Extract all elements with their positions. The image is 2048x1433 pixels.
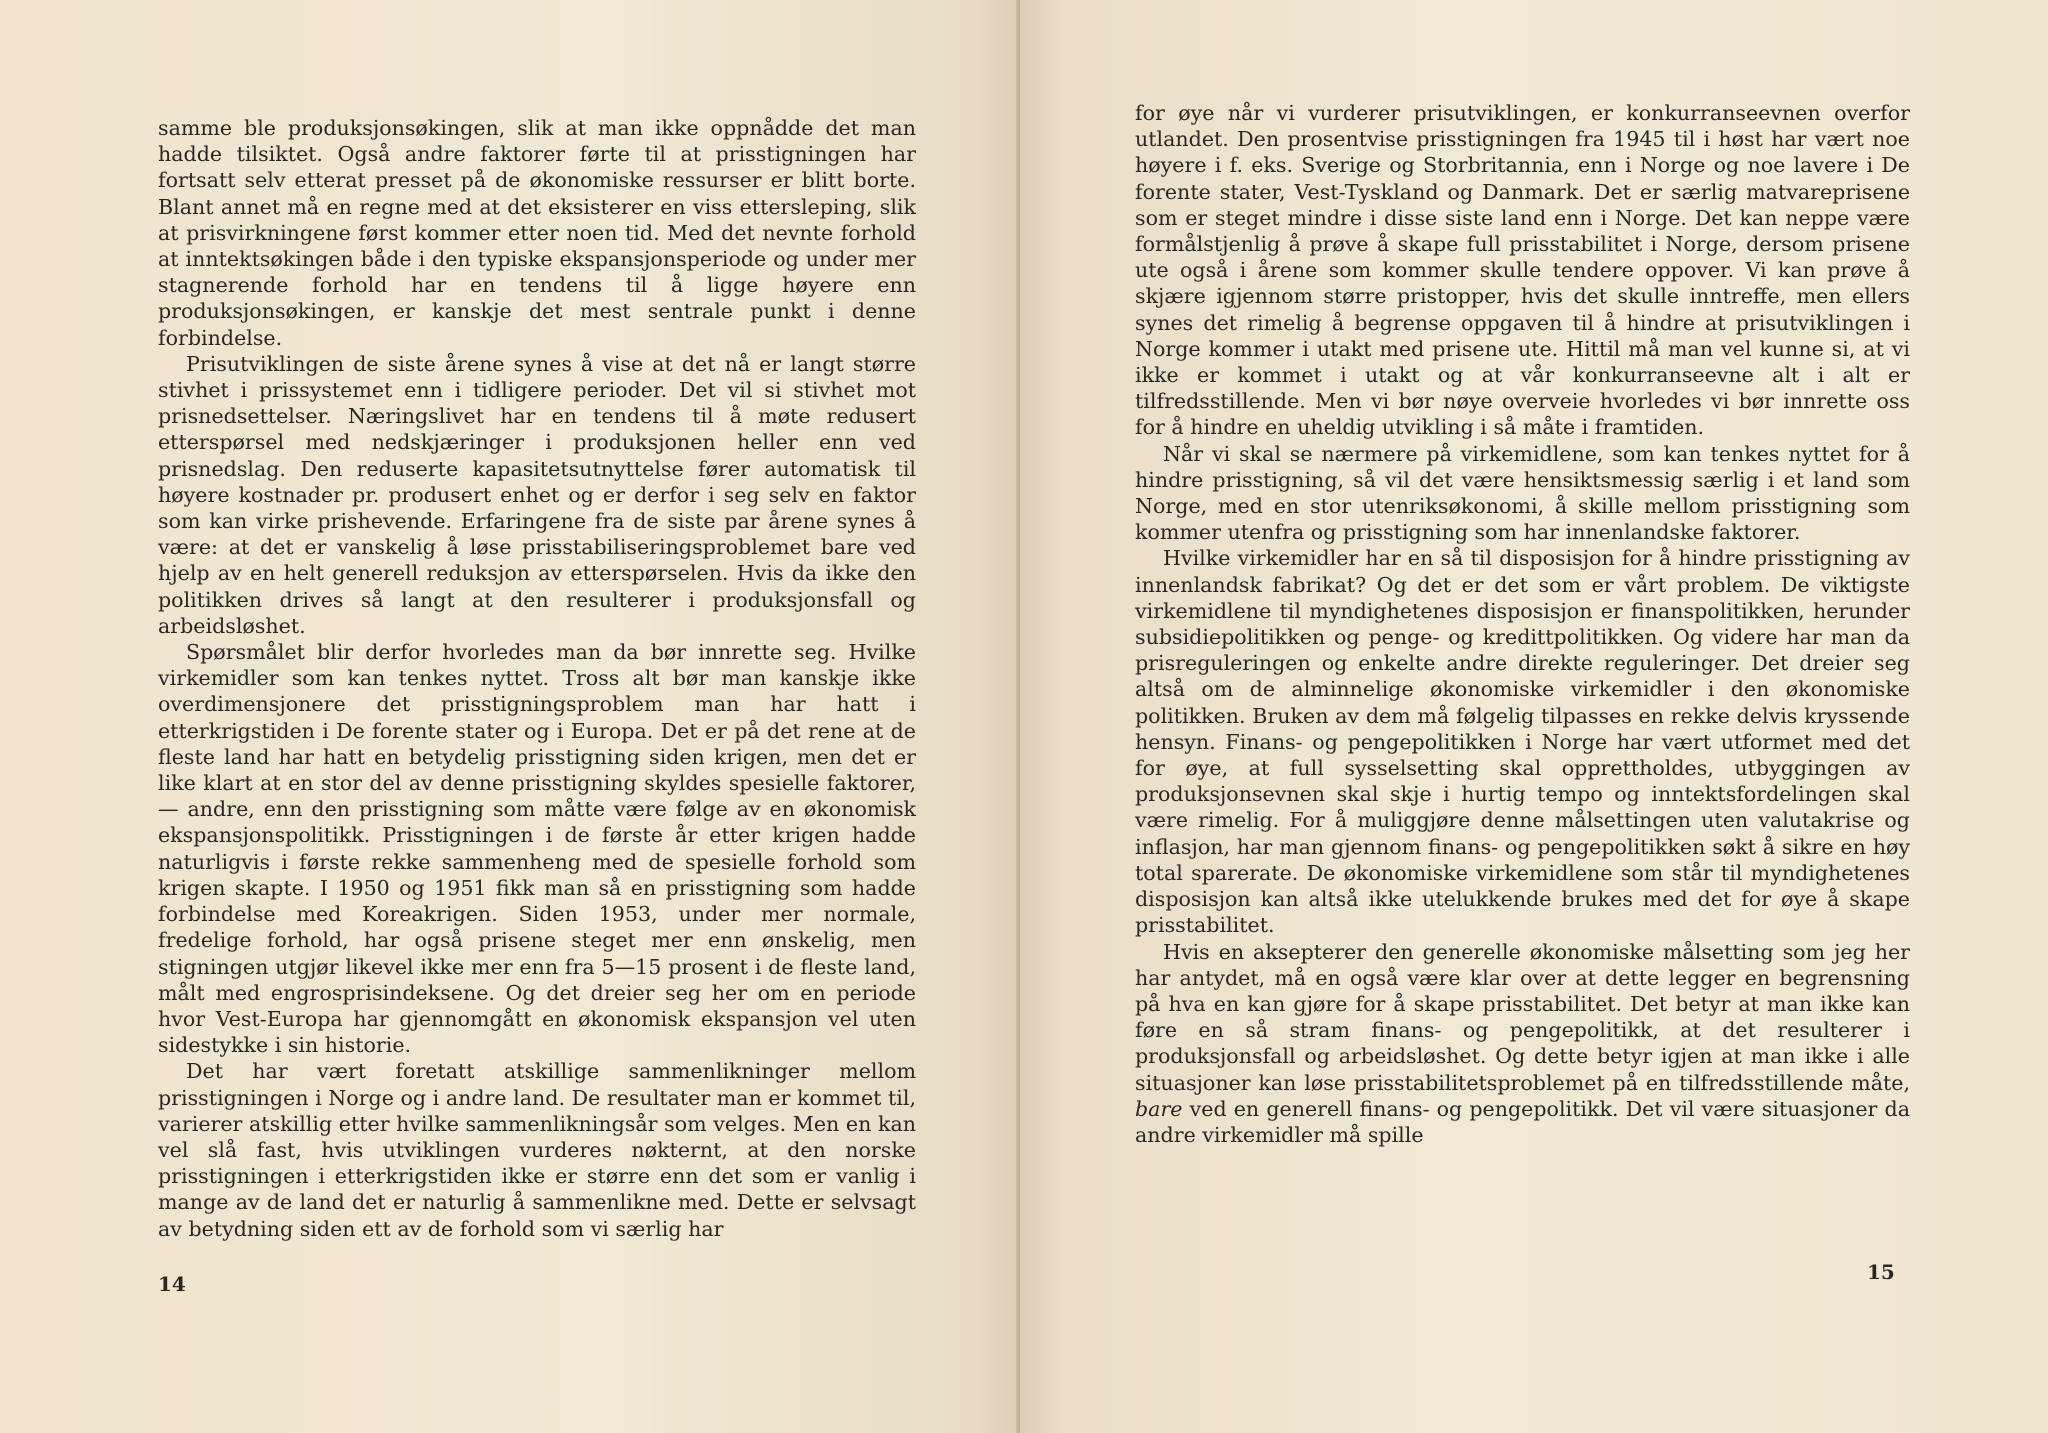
emphasis: bare [1135,1096,1183,1121]
paragraph: Hvilke virkemidler har en så til disposisjon for å hindre prisstigning av innenlandsk fabrikat? Og det er det som er vårt problem. De viktigste virkemidlene til myndighetenes disposisjon er finanspolitikken, herunder subsidiepolitikken og penge- og kredittpolitikken. Og videre har man da prisreguleringen og enkelte andre direkte reguleringer. Det dreier seg altså om de alminnelige økonomiske virkemidler i den økonomiske politikken. Bruken av dem må følgelig tilpasses en rekke delvis kryssende hensyn. Finans- og pengepolitikken i Norge har vært utformet med det for øye, at full sysselsetting skal opprettholdes, utbyggingen av produksjonsevnen skal skje i hurtig tempo og inntektsfordelingen skal være rimelig. For å muliggjøre denne målsettingen uten valutakrise og inflasjon, har man gjennom finans- og pengepolitikken søkt å sikre en høy total sparerate. De økonomiske virkemidlene som står til myndighetenes disposisjon kan altså ikke utelukkende brukes med det for øye å skape prisstabilitet. [1135,546,1910,938]
paragraph: Prisutviklingen de siste årene synes å vise at det nå er langt større stivhet i prissystemet enn i tidligere perioder. Det vil si stivhet mot prisnedsettelser. Næringslivet har en tendens til å møte redusert etterspørsel med nedskjæringer i produksjonen heller enn ved prisnedslag. Den reduserte kapasitetsutnyttelse fører automatisk til høyere kostnader pr. produsert enhet og er derfor i seg selv en faktor som kan virke prishevende. Erfaringene fra de siste par årene synes å være: at det er vanskelig å løse prisstabiliseringsproblemet bare ved hjelp av en helt generell reduksjon av etterspørselen. Hvis da ikke den politikken drives så langt at den resulterer i produksjonsfall og arbeidsløshet. [158,351,916,638]
page-number: 15 [1867,1260,1895,1284]
left-page [0,0,1020,1433]
paragraph: Når vi skal se nærmere på virkemidlene, som kan tenkes nyttet for å hindre prisstigning, så vil det være hensiktsmessig særlig i et land som Norge, med en stor utenriksøkonomi, å skille mellom prisstigning som kommer utenfra og prisstigning som har innenlandske faktorer. [1135,441,1910,545]
paragraph [1135,939,1910,1149]
paragraph: for øye når vi vurderer prisutviklingen, er konkurranseevnen overfor utlandet. Den prosentvise prisstigningen fra 1945 til i høst har vært noe høyere i f. eks. Sverige og Storbritannia, enn i Norge og noe lavere i De forente stater, Vest-Tyskland og Danmark. Det er særlig matvareprisene som er steget mindre i disse siste land enn i Norge. Det kan neppe være formålstjenlig å prøve å skape full prisstabilitet i Norge, dersom prisene ute også i årene som kommer skulle tendere oppover. Vi kan prøve å skjære igjennom større pristopper, hvis det skulle inntreffe, men ellers synes det rimelig å begrense oppgaven til å hindre at prisutviklingen i Norge kommer i utakt med prisene ute. Hittil må man vel kunne si, at vi ikke er kommet i utakt og at vår konkurranseevne alt i alt er tilfredsstillende. Men vi bør nøye overveie hvorledes vi bør innrette oss for å hindre en uheldig utvikling i så måte i framtiden. [1135,101,1910,440]
paragraph: Spørsmålet blir derfor hvorledes man da bør innrette seg. Hvilke virkemidler som kan tenkes nyttet. Tross alt bør man kanskje ikke overdimensjonere det prisstigningsproblem man har hatt i etterkrigstiden i De forente stater og i Europa. Det er på det rene at de fleste land har hatt en betydelig prisstigning siden krigen, men det er like klart at en stor del av denne prisstigning skyldes spesielle faktorer, — andre, enn den prisstigning som måtte være følge av en økonomisk ekspansjonspolitikk. Prisstigningen i de første år etter krigen hadde naturligvis i første rekke sammenheng med de spesielle forhold som krigen skapte. I 1950 og 1951 fikk man så en prisstigning som hadde forbindelse med Koreakrigen. Siden 1953, under mer normale, fredelige forhold, har også prisene steget mer enn ønskelig, men stigningen utgjør likevel ikke mer enn fra 5—15 prosent i de fleste land, målt med engrosprisindeksene. Og det dreier seg her om en periode hvor Vest-Europa har gjennomgått en økonomisk ekspansjon vel uten sidestykke i sin historie. [158,640,916,1058]
paragraph-text: ved en generell finans- og pengepolitikk. Det vil være situasjoner da andre virkemidler må spille [1135,1096,1910,1147]
right-page-body [1135,100,1910,1148]
paragraph: Det har vært foretatt atskillige sammenlikninger mellom prisstigningen i Norge og i andre land. De resultater man er kommet til, varierer atskillig etter hvilke sammenlikningsår som velges. Men en kan vel slå fast, hvis utviklingen vurderes nøkternt, at den norske prisstigningen i etterkrigstiden ikke er større enn det som er vanlig i mange av de land det er naturlig å sammenlikne med. Dette er selvsagt av betydning siden ett av de forhold som vi særlig har [158,1059,916,1241]
page-number: 14 [158,1272,186,1296]
right-page [1020,0,2048,1433]
left-page-body [158,115,916,1242]
paragraph: samme ble produksjonsøkingen, slik at man ikke oppnådde det man hadde tilsiktet. Også andre faktorer førte til at prisstigningen har fortsatt selv etterat presset på de økonomiske ressurser er blitt borte. Blant annet må en regne med at det eksisterer en viss ettersleping, slik at prisvirkningene først kommer etter noen tid. Med det nevnte forhold at inntektsøkingen både i den typiske ekspansjonsperiode og under mer stagnerende forhold har en tendens til å ligge høyere enn produksjonsøkingen, er kanskje det mest sentrale punkt i denne forbindelse. [158,116,916,350]
paragraph-text: Hvis en aksepterer den generelle økonomiske målsetting som jeg her har antydet, må en også være klar over at dette legger en begrensning på hva en kan gjøre for å skape prisstabilitet. Det betyr at man ikke kan føre en så stram finans- og pengepolitikk, at det resulterer i produksjonsfall og arbeidsløshet. Og dette betyr igjen at man ikke i alle situasjoner kan løse prisstabilitetsproblemet på en tilfredsstillende måte, [1135,939,1910,1095]
